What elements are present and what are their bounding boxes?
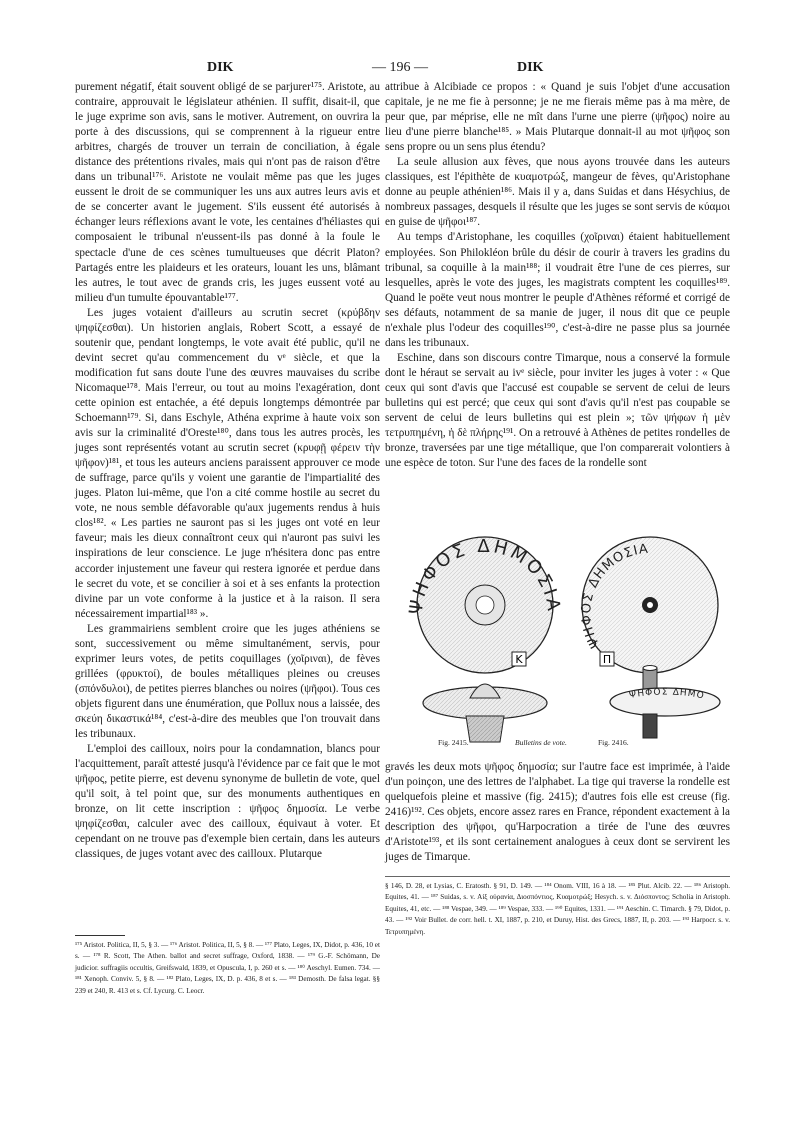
ballot-side-left [423, 684, 547, 742]
paragraph: attribue à Alcibiade ce propos : « Quand je suis l'objet d'une accusation capitale, je ne me fie à personne; je ne me fierais même pas à ma mère, de peur que, par méprise, elle ne mît dans l'urne une pierre (ψῆφος) noire au lieu d'une pierre blanche¹⁸⁵. » Mais Plutarque donnait-il au mot ψῆφος son sens propre ou un sens plus étendu? [385, 81, 730, 154]
stamp-right: Π [602, 653, 612, 666]
figure-caption-left: Fig. 2415. [438, 738, 469, 747]
paragraph: gravés les deux mots ψῆφος δημοσία; sur l'autre face est imprimée, à l'aide d'un poinçon, une des lettres de l'alphabet. La tige qui traverse la rondelle est quelquefois pleine et massive (fig. 2415); d'autres fois elle est creuse (fig. 2416)¹⁹². Ces objets, encore assez rares en France, répondent exactement à la description des ψῆφοι, qu'Harpocration a tirée de l'une des œuvres d'Aristote¹⁹³, et ils sont certainement analogues à ceux dont se servirent les juges de Timarque. [385, 761, 730, 864]
paragraph: Eschine, dans son discours contre Timarque, nous a conservé la formule dont le héraut se servait au ivᵉ siècle, pour inviter les juges à voter : « Que ceux qui sont d'avis que l'accusé est coupable se servent de celui de leurs bulletins qui est percé; que ceux qui sont d'avis qu'il n'est pas coupable se servent de celui de leurs bulletins qui est plein »; τῶν ψήφων ἡ μὲν τετρυπημένη, ἡ δὲ πλήρης¹⁹¹. On a retrouvé à Athènes de petites rondelles de bronze, traversées par une tige métallique, que l'on comparerait volontiers à une espèce de toton. Sur l'une des faces de la rondelle sont [385, 351, 730, 470]
disc-left-inscription: ΨΗΦΟΣ ΔΗΜΟΣΙΑ [405, 535, 565, 616]
page-header [75, 60, 725, 80]
right-column [385, 80, 730, 471]
figure-caption-right: Fig. 2416. [598, 738, 629, 747]
paragraph: L'emploi des cailloux, noirs pour la condamnation, blancs pour l'acquittement, paraît attesté jusqu'à l'évidence par ce fait que le mot ψῆφος, petite pierre, est devenu synonyme de bulletin de vote, quel qu'il soit, à tel point que, sur des monuments authentiques en bronze, on lit cette inscription : ψῆφος δημοσία. Le verbe ψηφίζεσθαι, calculer avec des cailloux, équivaut à voter. Et cependant on ne trouve pas d'exemple bien certain, dans les auteurs classiques, de juges votant avec des cailloux. Plutarque [75, 743, 380, 861]
header-left: DIK [207, 60, 234, 75]
paragraph: Les juges votaient d'ailleurs au scrutin secret (κρύβδην ψηφίζεσθαι). Un historien anglais, Robert Scott, a essayé de soutenir que, pendant longtemps, le vote avait été public, qu'il ne devint secret qu'au commencement du vᵉ siècle, et que la modification fut sans doute l'une des œuvres mauvaises du scribe Nicomaque¹⁷⁸. Mais l'erreur, ou tout au moins l'exagération, dont cette opinion est entachée, a été depuis longtemps démontrée par Schoemann¹⁷⁹. Si, dans Eschyle, Athéna exprime à haute voix son avis sur la criminalité d'Oreste¹⁸⁰, dans tous les autres procès, les juges sont représentés votant au scrutin secret (κρυφῇ φέρειν τὴν ψῆφον)¹⁸¹, et tous les auteurs anciens paraissent approuver ce mode de suffrage, parce qu'ils y voient une garantie de l'impartialité des juges. Platon lui-même, que l'on a cité comme hostile au secret du vote, ne nous semble défavorable qu'aux jugements rendus à huis clos¹⁸². « Les parties ne sauront pas si les juges ont voté en leur faveur; mais les dieux connaîtront ceux qui n'auront pas suivi les inspirations de leur conscience. Le juge n'hésitera donc pas entre accorder injustement une faveur qui restera ignorée et perdue dans le secret du vote, et se concilier à soi et à ses enfants la protection divine par un vote conforme à la justice et à la raison. Il sera nécessairement impartial¹⁸³ ». [75, 306, 380, 620]
stamp-left: Κ [515, 653, 523, 666]
figure-caption-center: Bulletins de vote. [515, 738, 567, 747]
page-number: — 196 — [372, 60, 428, 75]
side-right-inscription: ΨΗΦΟΣ ΔΗΜΟ [628, 687, 706, 702]
right-column-after-figure [385, 760, 730, 865]
footnotes-right: § 146, D. 28, et Lysias, C. Eratosth. § 91, D. 149. — ¹⁸⁴ Onom. VIII, 16 à 18. — ¹⁸⁵ Plut. Alcib. 22. — ¹⁸⁶ Aristoph. Equites, 41. — ¹⁸⁷ Suidas, s. v. Αἰξ οὐρανία, Διοσπόντιος, Κυαμοτρώξ; Hesych. s. v. Διόσποντος; Scholia in Aristoph. Equites, 41, etc. — ¹⁸⁸ Vespae, 349. — ¹⁸⁹ Vespae, 333. — ¹⁹⁰ Equites, 1331. — ¹⁹¹ Aeschin. C. Timarch. § 79, Didot, p. 43. — ¹⁹² Voir Bullet. de corr. hell. t. XI, 1887, p. 210, et Duruy, Hist. des Grecs, 1887, II, p. 203. — ¹⁹³ Harpocr. s. v. Τετρυπημένη. [385, 882, 730, 936]
footnotes-left: ¹⁷⁵ Aristot. Politica, II, 5, § 3. — ¹⁷⁶ Aristot. Politica, II, 5, § 8. — ¹⁷⁷ Plato, Leges, IX, Didot, p. 436, 10 et s. — ¹⁷⁸ R. Scott, The Athen. ballot and secret suffrage, Oxford, 1838. — ¹⁷⁹ G.-F. Schömann, De judicior. suffragiis occultis, Greifswald, 1839, et Opuscula, I, p. 260 et s. — ¹⁸⁰ Aeschyl. Eumen. 734. — ¹⁸¹ Xenoph. Conviv. 5, § 8. — ¹⁸² Plato, Leges, IX, D. p. 436, 8 et s. — ¹⁸³ Demosth. De falsa legat. §§ 239 et 240, R. 413 et s. Cf. Lycurg. C. Leocr. [75, 941, 380, 995]
paragraph: Au temps d'Aristophane, les coquilles (χοῖριναι) étaient habituellement employées. Son Philokléon brûle du désir de courir à travers les gradins du tribunal, sa coquille à la main¹⁸⁸; il voudrait être l'une de ces pierres, sur lesquelles, après le vote des juges, les magistrats comptent les coquilles¹⁸⁹. Quand le poëte veut nous montrer le peuple d'Athènes réformé et corrigé de ses défauts, notamment de sa manie de juger, il nous dit que ce peuple n'exhale plus l'odeur des coquilles¹⁹⁰, c'est-à-dire ne passe plus sa journée dans les tribunaux. [385, 231, 730, 349]
paragraph: La seule allusion aux fèves, que nous ayons trouvée dans les auteurs classiques, est l'épithète de κυαμοτρώξ, mangeur de fèves, qu'Aristophane donne au peuple athénien¹⁸⁶. Mais il y a, dans Suidas et dans Hésychius, de nombreux passages, desquels il résulte que les juges se sont servis de κύαμοι en guise de ψῆφοι¹⁸⁷. [385, 156, 730, 229]
ballots-illustration [400, 520, 730, 755]
header-right: DIK [517, 60, 544, 75]
paragraph: purement négatif, était souvent obligé de se parjurer¹⁷⁵. Aristote, au contraire, approuvait le législateur athénien. Il suffit, disait-il, que le juge exprime son avis, sans le motiver. Autrement, on ouvrira la porte à des discussions, qui se comprennent à la rigueur entre arbitres, chargés de trouver un terrain de conciliation, à égale distance des prétentions rivales, mais qui n'ont pas de raison d'être dans un tribunal¹⁷⁶. Aristote ne voulait même pas que les juges eussent le droit de se communiquer les uns aux autres leurs avis et de se concerter avant le jugement. S'ils eussent été autorisés à échanger leurs réflexions avant le vote, les centaines d'héliastes qui composaient le tribunal n'eussent-ils pas donné à la foule le spectacle d'une de ces scènes tumultueuses que décrit Platon? Partagés entre les plaideurs et les orateurs, louant les uns, blâmant les autres, le tout avec de grands cris, les juges eussent voté au milieu d'un tumulte épouvantable¹⁷⁷. [75, 81, 380, 304]
footnote-rule [385, 876, 730, 877]
left-column [75, 80, 380, 862]
disc-face-left [406, 536, 565, 673]
paragraph: Les grammairiens semblent croire que les juges athéniens se sont, successivement ou même simultanément, servis, pour exprimer leurs votes, de petits coquillages (χοῖριναι), de fèves grillées (φρυκτοί), de boules métalliques pleines ou creuses (σπόνδυλοι), de petites pierres blanches ou noires (ψῆφοι). Tous ces objets figurent dans une énumération, que Pollux nous a laissée, des σκεύη δικαστικά¹⁸⁴, c'est-à-dire des meubles que l'on trouvait dans les tribunaux. [75, 622, 380, 741]
disc-right-inscription: ΨΗΦΟΣ ΔΗΜΟΣΙΑ [579, 541, 650, 651]
figure-ballots [400, 520, 730, 755]
footnote-rule [75, 935, 125, 936]
